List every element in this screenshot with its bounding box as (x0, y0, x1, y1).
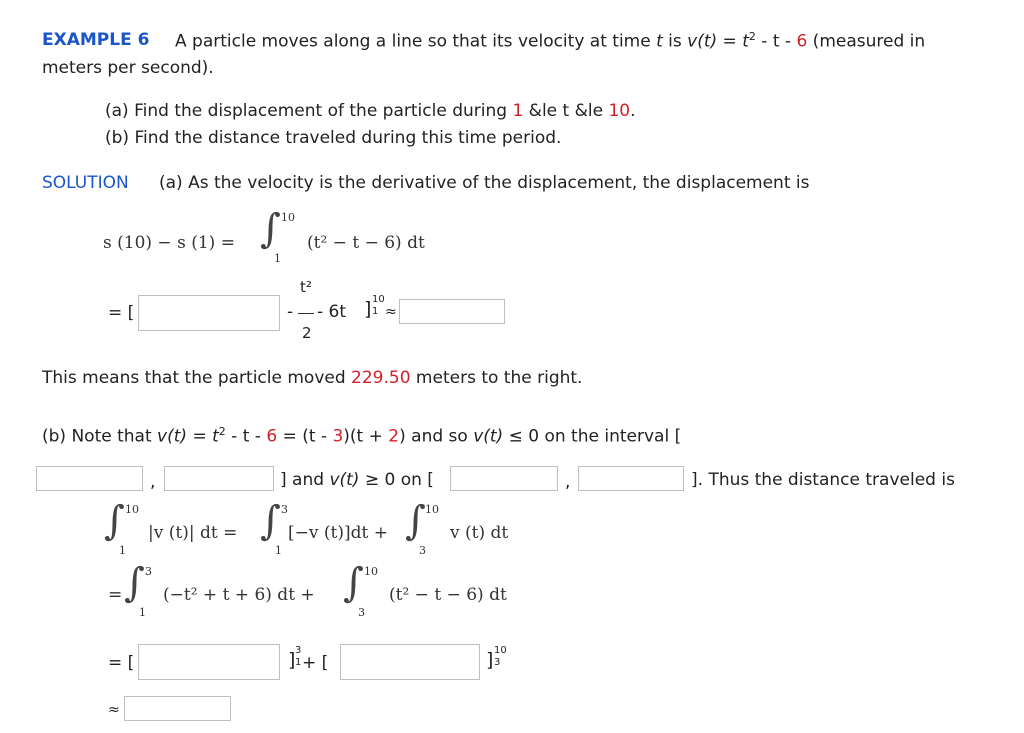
interval-neg-start-input[interactable] (36, 466, 143, 491)
integral3-lower: 3 (419, 544, 426, 557)
fraction-denominator: 2 (302, 324, 312, 342)
eval-upper: 10 (372, 294, 385, 305)
row-eq-bracket: = [ (108, 653, 135, 673)
minus-6t: - 6t (317, 302, 347, 322)
minus-sign: - (287, 302, 294, 322)
integral-sign: ∫ (260, 206, 281, 252)
fraction-numerator: t² (300, 278, 312, 296)
antiderivative-input[interactable] (138, 295, 280, 331)
example-label: EXAMPLE 6 (42, 30, 150, 50)
integral-sign-1: ∫ (104, 498, 125, 544)
eq-bracket: = [ (108, 303, 135, 323)
antiderivative-neg-input[interactable] (138, 644, 280, 680)
eval1-upper: 3 (295, 645, 302, 656)
interval-pos-start-input[interactable] (450, 466, 558, 491)
eval1-lower: 1 (295, 657, 302, 668)
and-v-geq-text: ] and v(t) ≥ 0 on [ (280, 470, 434, 490)
integral3-body: v (t) dt (450, 523, 509, 543)
fraction-bar (298, 313, 314, 314)
eval2-lower: 3 (494, 657, 501, 668)
solution-label: SOLUTION (42, 173, 129, 193)
displacement-value-input[interactable] (399, 299, 505, 324)
integral-upper-limit: 10 (281, 211, 295, 224)
integral2-lower: 1 (275, 544, 282, 557)
example-header (42, 30, 149, 50)
eval-lower: 1 (372, 306, 379, 317)
integral2-upper: 3 (281, 503, 288, 516)
integral-sign-5: ∫ (343, 560, 364, 606)
integral2-body: [−v (t)]dt + (288, 523, 388, 543)
integral-sign-3: ∫ (405, 498, 426, 544)
eval2-bracket: ] (486, 649, 494, 671)
eval-bracket: ] (364, 298, 372, 320)
displacement-lhs: s (10) − s (1) = (103, 233, 235, 253)
integral1-lower: 1 (119, 544, 126, 557)
interval-pos-end-input[interactable] (578, 466, 684, 491)
integrand: (t² − t − 6) dt (307, 233, 425, 253)
eval1-bracket: ] (288, 649, 296, 671)
integral5-lower: 3 (358, 606, 365, 619)
integral5-body: (t² − t − 6) dt (389, 585, 507, 605)
integral1-body: |v (t)| dt = (148, 523, 238, 543)
integral4-lower: 1 (139, 606, 146, 619)
part-a-question: (a) Find the displacement of the particle during 1 &le t &le 10. (105, 101, 636, 121)
integral-lower-limit: 1 (274, 252, 281, 265)
problem-statement-line2: meters per second). (42, 58, 214, 78)
conclusion-text: This means that the particle moved 229.50 meters to the right. (42, 368, 583, 388)
plus-bracket: + [ (302, 653, 329, 673)
integral3-upper: 10 (425, 503, 439, 516)
approx-symbol: ≈ (385, 304, 397, 320)
integral-sign-2: ∫ (260, 498, 281, 544)
eval2-upper: 10 (494, 645, 507, 656)
antiderivative-pos-input[interactable] (340, 644, 480, 680)
integral4-upper: 3 (145, 565, 152, 578)
integral-sign-4: ∫ (124, 560, 145, 606)
eq-lead: = (108, 585, 123, 605)
integral4-body: (−t² + t + 6) dt + (163, 585, 315, 605)
integral5-upper: 10 (364, 565, 378, 578)
total-distance-input[interactable] (124, 696, 231, 721)
comma-1: , (150, 472, 156, 492)
solution-a-text: (a) As the velocity is the derivative of the displacement, the displacement is (159, 173, 810, 193)
thus-text: ]. Thus the distance traveled is (691, 470, 955, 490)
part-b-note: (b) Note that $v(t) = t^2 - t - 6 = (t - 3)(t + 2)$ and so v(t) ≤ 0 on the interval [ (42, 425, 682, 447)
integral1-upper: 10 (125, 503, 139, 516)
final-approx: ≈ (108, 702, 120, 718)
problem-statement-line1: A particle moves along a line so that its velocity at time t is $v(t) = t^2 - t - 6$ (measured in (175, 30, 926, 52)
comma-2: , (565, 472, 571, 492)
part-b-question: (b) Find the distance traveled during this time period. (105, 128, 562, 148)
interval-neg-end-input[interactable] (164, 466, 274, 491)
